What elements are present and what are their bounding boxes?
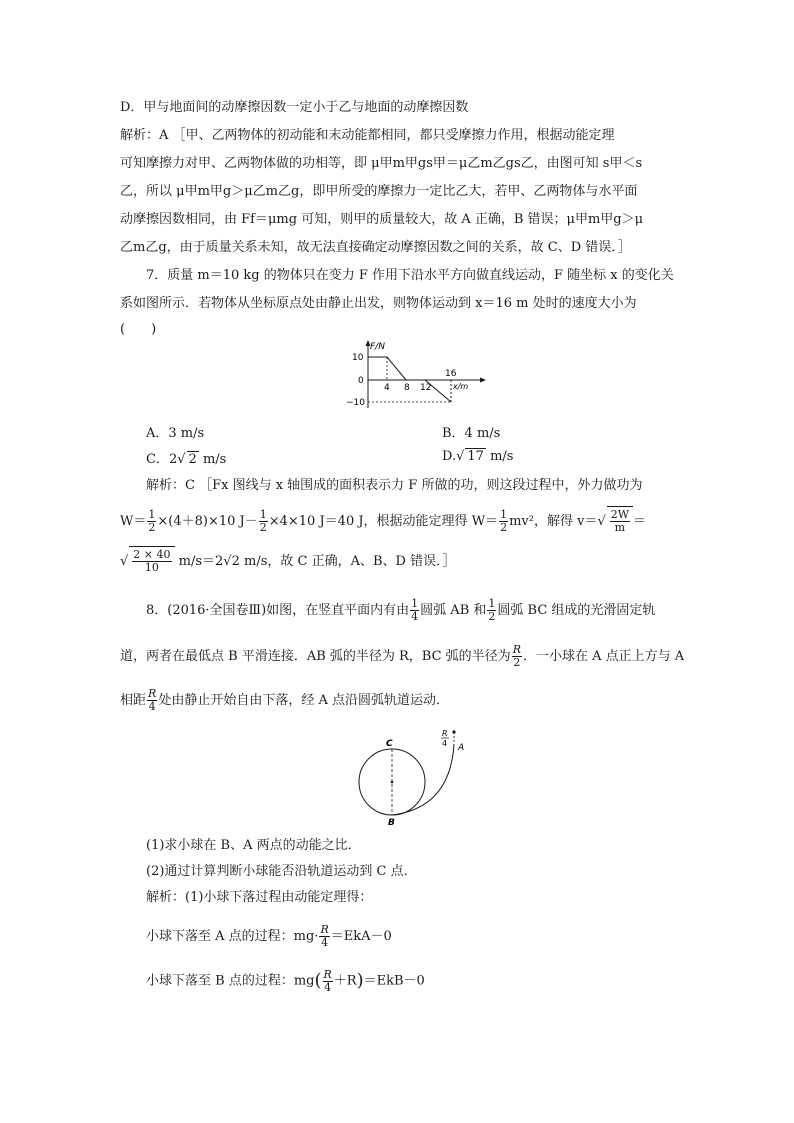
q7-sqrt-1: $\frac{2W}{m}$ [607, 506, 633, 537]
fraction-half-3: $\frac{1}{2}$ [500, 508, 508, 534]
graph-ytick-0: 0 [358, 376, 364, 386]
q7-stem-line-2: 系如图所示．若物体从坐标原点处由静止出发，则物体运动到 x＝16 m 处时的速度大小为 [120, 296, 637, 311]
graph-x-label: x/m [453, 382, 469, 391]
radical-icon [456, 449, 464, 464]
q7-option-d [442, 448, 513, 464]
right-paren: ) [356, 970, 364, 991]
graph-xtick-12: 12 [420, 383, 432, 393]
graph-ytick-10: 10 [352, 353, 364, 363]
q7-option-a: A．3 m/s [146, 426, 205, 441]
q7-option-c-unit: m/s [202, 452, 227, 467]
track-arc-ab [392, 744, 454, 815]
q7-option-c-prefix: C．2 [146, 452, 178, 467]
graph-xtick-16: 16 [445, 369, 457, 379]
q8-stem-line-3: 相距 $\frac{R}{4}$ 处由静止开始自由下落，经 A 点沿圆弧轨道运动． [120, 687, 449, 713]
q8-question-1: (1)求小球在 B、A 两点的动能之比． [146, 838, 361, 853]
q8-stem-line-1: 8．(2016·全国卷Ⅲ)如图，在竖直平面内有由 $\frac{1}{4}$ 圆弧 AB 和 $\frac{1}{2}$ 圆弧 BC 组成的光滑固定轨 [146, 597, 656, 623]
q8-stem-line-2: 道，两者在最低点 B 平滑连接．AB 弧的半径为 R，BC 弧的半径为 $\frac{R}{2}$ ．一小球在 A 点正上方与 A [120, 643, 685, 669]
track-center-dot [391, 781, 394, 784]
label-b: B [388, 818, 395, 828]
q7-solution-line-2 [120, 506, 646, 537]
graph-y-label: F/N [370, 342, 385, 352]
q7-option-c-rad: 2 [188, 452, 197, 467]
q7-eq: ＝ [633, 514, 647, 529]
q6-solution-line-5: 乙m乙g，由于质量关系未知，故无法直接确定动摩擦因数之间的关系，故 C、D 错误．］ [120, 240, 631, 255]
q7-stem-line-3: ( ) [120, 322, 157, 337]
q7-option-d-unit: m/s [490, 449, 514, 464]
q8-solution-intro: 解析：(1)小球下落过程由动能定理得： [146, 890, 373, 905]
q7-stem-line-1: 7．质量 m＝10 kg 的物体只在变力 F 作用下沿水平方向做直线运动，F 随坐标 x 的变化关 [146, 268, 674, 283]
q6-option-d: D．甲与地面间的动摩擦因数一定小于乙与地面的动摩擦因数 [120, 100, 469, 115]
q7-sqrt-2: $\frac{2 \times 40}{10}$ [129, 546, 174, 577]
q7-option-d-prefix: D. [442, 449, 457, 464]
fraction-half-2: $\frac{1}{2}$ [259, 508, 267, 534]
q7-w-mid3: mv²，解得 v＝ [509, 514, 598, 529]
fraction-r-2: $\frac{R}{2}$ [512, 643, 521, 669]
label-a: A [458, 743, 465, 753]
q7-w-mid1: ×(4＋8)×10 J－ [157, 514, 258, 529]
fraction-half-1: $\frac{1}{2}$ [148, 508, 156, 534]
fraction-half: $\frac{1}{2}$ [488, 597, 496, 623]
q7-option-d-rad: 17 [467, 449, 484, 464]
q7-solution-line-3 [120, 546, 456, 577]
ball-dot [452, 730, 455, 733]
q8-solution-a: 小球下落至 A 点的过程：mg· $\frac{R}{4}$ ＝EkA－0 [146, 923, 392, 949]
left-paren: ( [314, 970, 322, 991]
q6-solution-line-3: 乙，所以 μ甲m甲g＞μ乙m乙g，即甲所受的摩擦力一定比乙大，若甲、乙两物体与水平面 [120, 184, 638, 199]
q7-option-b: B．4 m/s [442, 426, 501, 441]
fraction-r-4-b: $\frac{R}{4}$ [323, 967, 332, 994]
fraction-r-4: $\frac{R}{4}$ [148, 687, 157, 713]
graph-xtick-4: 4 [384, 383, 390, 393]
radical-icon [120, 554, 128, 569]
graph-ytick-neg10: −10 [346, 398, 365, 408]
q6-solution-line-4: 动摩擦因数相同，由 Ff＝μmg 可知，则甲的质量较大，故 A 正确，B 错误；μ甲m甲g＞μ [120, 212, 644, 227]
graph-xtick-8: 8 [404, 383, 410, 393]
radical-icon [597, 514, 605, 529]
q6-solution-line-1: 解析：A ［甲、乙两物体的初动能和末动能都相同，都只受摩擦力作用，根据动能定理 [120, 128, 615, 143]
label-c: C [386, 739, 393, 749]
q7-option-c [146, 448, 226, 467]
label-4: 4 [442, 739, 448, 748]
q6-solution-line-2: 可知摩擦力对甲、乙两物体做的功相等，即 μ甲m甲gs甲＝μ乙m乙gs乙，由图可知 s甲＜s [120, 156, 643, 171]
q8-track-figure [350, 728, 470, 828]
fraction-quarter: $\frac{1}{4}$ [411, 597, 419, 623]
label-r: R [442, 729, 448, 738]
q7-force-graph [340, 338, 490, 410]
graph-x-arrow [480, 378, 486, 383]
q8-question-2: (2)通过计算判断小球能否沿轨道运动到 C 点． [146, 864, 417, 879]
q8-solution-b: 小球下落至 B 点的过程：mg( $\frac{R}{4}$ ＋R)＝EkB－0 [146, 967, 425, 994]
radical-icon [177, 452, 185, 467]
q7-line3-rest: m/s＝2√2 m/s，故 C 正确，A、B、D 错误．］ [178, 554, 456, 569]
fraction-r-4-a: $\frac{R}{4}$ [320, 923, 329, 949]
q7-w-prefix: W＝ [120, 514, 147, 529]
q7-solution-line-1: 解析：C ［Fx 图线与 x 轴围成的面积表示力 F 所做的功，则这段过程中，外力做功为 [146, 478, 643, 493]
q7-w-mid2: ×4×10 J＝40 J，根据动能定理得 W＝ [268, 514, 499, 529]
